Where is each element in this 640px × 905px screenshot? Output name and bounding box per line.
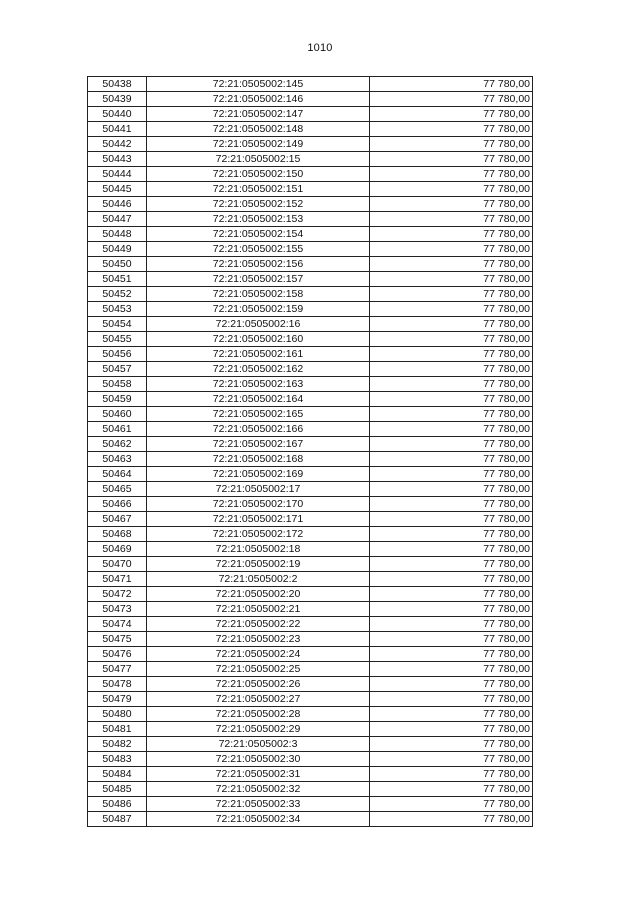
cadastral-number-cell: 72:21:0505002:17	[147, 482, 370, 497]
row-number-cell: 50465	[88, 482, 147, 497]
cadastral-number-cell: 72:21:0505002:151	[147, 182, 370, 197]
cadastral-value-cell: 77 780,00	[370, 287, 533, 302]
table-row	[88, 362, 533, 377]
table-row	[88, 257, 533, 272]
cadastral-number-cell: 72:21:0505002:165	[147, 407, 370, 422]
cadastral-value-cell: 77 780,00	[370, 272, 533, 287]
cadastral-number-cell: 72:21:0505002:171	[147, 512, 370, 527]
cadastral-number-cell: 72:21:0505002:16	[147, 317, 370, 332]
cadastral-number-cell: 72:21:0505002:32	[147, 782, 370, 797]
cadastral-value-cell: 77 780,00	[370, 512, 533, 527]
cadastral-value-cell: 77 780,00	[370, 542, 533, 557]
cadastral-number-cell: 72:21:0505002:156	[147, 257, 370, 272]
cadastral-value-cell: 77 780,00	[370, 332, 533, 347]
cadastral-number-cell: 72:21:0505002:25	[147, 662, 370, 677]
cadastral-value-cell: 77 780,00	[370, 107, 533, 122]
row-number-cell: 50474	[88, 617, 147, 632]
row-number-cell: 50441	[88, 122, 147, 137]
table-row	[88, 227, 533, 242]
cadastral-value-cell: 77 780,00	[370, 467, 533, 482]
row-number-cell: 50479	[88, 692, 147, 707]
table-row	[88, 707, 533, 722]
cadastral-number-cell: 72:21:0505002:24	[147, 647, 370, 662]
cadastral-number-cell: 72:21:0505002:2	[147, 572, 370, 587]
cadastral-value-cell: 77 780,00	[370, 452, 533, 467]
table-body	[88, 77, 533, 827]
row-number-cell: 50455	[88, 332, 147, 347]
row-number-cell: 50445	[88, 182, 147, 197]
cadastral-value-cell: 77 780,00	[370, 152, 533, 167]
cadastral-number-cell: 72:21:0505002:30	[147, 752, 370, 767]
table-row	[88, 242, 533, 257]
row-number-cell: 50483	[88, 752, 147, 767]
table-row	[88, 632, 533, 647]
cadastral-number-cell: 72:21:0505002:157	[147, 272, 370, 287]
table-row	[88, 107, 533, 122]
row-number-cell: 50471	[88, 572, 147, 587]
row-number-cell: 50475	[88, 632, 147, 647]
table-row	[88, 647, 533, 662]
table-row	[88, 437, 533, 452]
table-row	[88, 152, 533, 167]
cadastral-number-cell: 72:21:0505002:155	[147, 242, 370, 257]
row-number-cell: 50469	[88, 542, 147, 557]
table-row	[88, 302, 533, 317]
cadastral-value-cell: 77 780,00	[370, 572, 533, 587]
row-number-cell: 50470	[88, 557, 147, 572]
cadastral-value-cell: 77 780,00	[370, 212, 533, 227]
cadastral-number-cell: 72:21:0505002:146	[147, 92, 370, 107]
cadastral-number-cell: 72:21:0505002:169	[147, 467, 370, 482]
cadastral-number-cell: 72:21:0505002:170	[147, 497, 370, 512]
row-number-cell: 50480	[88, 707, 147, 722]
table-row	[88, 512, 533, 527]
cadastral-value-cell: 77 780,00	[370, 677, 533, 692]
cadastral-number-cell: 72:21:0505002:167	[147, 437, 370, 452]
table-row	[88, 122, 533, 137]
table-row	[88, 602, 533, 617]
cadastral-value-cell: 77 780,00	[370, 92, 533, 107]
table-row	[88, 272, 533, 287]
row-number-cell: 50461	[88, 422, 147, 437]
row-number-cell: 50447	[88, 212, 147, 227]
table-row	[88, 332, 533, 347]
cadastral-value-cell: 77 780,00	[370, 647, 533, 662]
row-number-cell: 50446	[88, 197, 147, 212]
table-row	[88, 77, 533, 92]
table-row	[88, 482, 533, 497]
table-row	[88, 407, 533, 422]
row-number-cell: 50462	[88, 437, 147, 452]
table-row	[88, 452, 533, 467]
cadastral-value-cell: 77 780,00	[370, 437, 533, 452]
cadastral-number-cell: 72:21:0505002:148	[147, 122, 370, 137]
cadastral-number-cell: 72:21:0505002:27	[147, 692, 370, 707]
cadastral-value-cell: 77 780,00	[370, 377, 533, 392]
cadastral-number-cell: 72:21:0505002:152	[147, 197, 370, 212]
row-number-cell: 50448	[88, 227, 147, 242]
cadastral-value-cell: 77 780,00	[370, 242, 533, 257]
table-row	[88, 422, 533, 437]
cadastral-number-cell: 72:21:0505002:3	[147, 737, 370, 752]
table-row	[88, 572, 533, 587]
table-row	[88, 587, 533, 602]
table-row	[88, 797, 533, 812]
cadastral-number-cell: 72:21:0505002:26	[147, 677, 370, 692]
cadastral-number-cell: 72:21:0505002:153	[147, 212, 370, 227]
cadastral-number-cell: 72:21:0505002:21	[147, 602, 370, 617]
table-row	[88, 497, 533, 512]
cadastral-number-cell: 72:21:0505002:15	[147, 152, 370, 167]
row-number-cell: 50451	[88, 272, 147, 287]
row-number-cell: 50444	[88, 167, 147, 182]
row-number-cell: 50452	[88, 287, 147, 302]
table-row	[88, 137, 533, 152]
cadastral-number-cell: 72:21:0505002:154	[147, 227, 370, 242]
table-row	[88, 527, 533, 542]
row-number-cell: 50463	[88, 452, 147, 467]
cadastral-value-cell: 77 780,00	[370, 557, 533, 572]
cadastral-value-cell: 77 780,00	[370, 527, 533, 542]
cadastral-number-cell: 72:21:0505002:145	[147, 77, 370, 92]
cadastral-number-cell: 72:21:0505002:164	[147, 392, 370, 407]
cadastral-number-cell: 72:21:0505002:161	[147, 347, 370, 362]
row-number-cell: 50468	[88, 527, 147, 542]
row-number-cell: 50458	[88, 377, 147, 392]
cadastral-value-cell: 77 780,00	[370, 407, 533, 422]
cadastral-value-cell: 77 780,00	[370, 392, 533, 407]
cadastral-value-cell: 77 780,00	[370, 167, 533, 182]
table-row	[88, 347, 533, 362]
row-number-cell: 50459	[88, 392, 147, 407]
row-number-cell: 50442	[88, 137, 147, 152]
cadastral-number-cell: 72:21:0505002:28	[147, 707, 370, 722]
table-row	[88, 722, 533, 737]
cadastral-value-cell: 77 780,00	[370, 122, 533, 137]
cadastral-number-cell: 72:21:0505002:20	[147, 587, 370, 602]
cadastral-number-cell: 72:21:0505002:163	[147, 377, 370, 392]
cadastral-value-cell: 77 780,00	[370, 317, 533, 332]
cadastral-value-table	[87, 76, 533, 827]
row-number-cell: 50457	[88, 362, 147, 377]
row-number-cell: 50453	[88, 302, 147, 317]
cadastral-value-cell: 77 780,00	[370, 602, 533, 617]
cadastral-value-cell: 77 780,00	[370, 422, 533, 437]
cadastral-number-cell: 72:21:0505002:31	[147, 767, 370, 782]
row-number-cell: 50482	[88, 737, 147, 752]
cadastral-number-cell: 72:21:0505002:159	[147, 302, 370, 317]
cadastral-value-cell: 77 780,00	[370, 767, 533, 782]
cadastral-number-cell: 72:21:0505002:33	[147, 797, 370, 812]
table-row	[88, 167, 533, 182]
cadastral-value-cell: 77 780,00	[370, 812, 533, 827]
row-number-cell: 50440	[88, 107, 147, 122]
row-number-cell: 50460	[88, 407, 147, 422]
cadastral-value-cell: 77 780,00	[370, 707, 533, 722]
cadastral-number-cell: 72:21:0505002:18	[147, 542, 370, 557]
cadastral-number-cell: 72:21:0505002:147	[147, 107, 370, 122]
cadastral-number-cell: 72:21:0505002:149	[147, 137, 370, 152]
row-number-cell: 50449	[88, 242, 147, 257]
table-row	[88, 737, 533, 752]
table-row	[88, 782, 533, 797]
row-number-cell: 50439	[88, 92, 147, 107]
cadastral-value-cell: 77 780,00	[370, 722, 533, 737]
cadastral-value-cell: 77 780,00	[370, 257, 533, 272]
cadastral-value-cell: 77 780,00	[370, 182, 533, 197]
cadastral-value-cell: 77 780,00	[370, 137, 533, 152]
table-row	[88, 692, 533, 707]
cadastral-number-cell: 72:21:0505002:29	[147, 722, 370, 737]
row-number-cell: 50473	[88, 602, 147, 617]
table-row	[88, 287, 533, 302]
cadastral-value-cell: 77 780,00	[370, 692, 533, 707]
cadastral-value-cell: 77 780,00	[370, 227, 533, 242]
cadastral-value-cell: 77 780,00	[370, 587, 533, 602]
table-row	[88, 542, 533, 557]
row-number-cell: 50478	[88, 677, 147, 692]
cadastral-number-cell: 72:21:0505002:158	[147, 287, 370, 302]
row-number-cell: 50486	[88, 797, 147, 812]
table-row	[88, 212, 533, 227]
row-number-cell: 50487	[88, 812, 147, 827]
table-row	[88, 182, 533, 197]
row-number-cell: 50467	[88, 512, 147, 527]
cadastral-number-cell: 72:21:0505002:23	[147, 632, 370, 647]
table-row	[88, 467, 533, 482]
row-number-cell: 50456	[88, 347, 147, 362]
page-number: 1010	[307, 42, 333, 54]
cadastral-number-cell: 72:21:0505002:150	[147, 167, 370, 182]
cadastral-value-cell: 77 780,00	[370, 752, 533, 767]
cadastral-value-cell: 77 780,00	[370, 497, 533, 512]
cadastral-value-cell: 77 780,00	[370, 77, 533, 92]
row-number-cell: 50481	[88, 722, 147, 737]
row-number-cell: 50484	[88, 767, 147, 782]
cadastral-value-cell: 77 780,00	[370, 617, 533, 632]
table-row	[88, 677, 533, 692]
table-row	[88, 752, 533, 767]
table-row	[88, 197, 533, 212]
cadastral-number-cell: 72:21:0505002:160	[147, 332, 370, 347]
row-number-cell: 50454	[88, 317, 147, 332]
cadastral-value-cell: 77 780,00	[370, 632, 533, 647]
cadastral-value-cell: 77 780,00	[370, 482, 533, 497]
cadastral-value-cell: 77 780,00	[370, 197, 533, 212]
cadastral-value-cell: 77 780,00	[370, 347, 533, 362]
cadastral-value-cell: 77 780,00	[370, 662, 533, 677]
row-number-cell: 50464	[88, 467, 147, 482]
row-number-cell: 50443	[88, 152, 147, 167]
table-row	[88, 92, 533, 107]
cadastral-value-cell: 77 780,00	[370, 782, 533, 797]
cadastral-number-cell: 72:21:0505002:172	[147, 527, 370, 542]
cadastral-value-cell: 77 780,00	[370, 797, 533, 812]
row-number-cell: 50472	[88, 587, 147, 602]
table-row	[88, 392, 533, 407]
row-number-cell: 50485	[88, 782, 147, 797]
cadastral-number-cell: 72:21:0505002:34	[147, 812, 370, 827]
row-number-cell: 50476	[88, 647, 147, 662]
cadastral-number-cell: 72:21:0505002:166	[147, 422, 370, 437]
table-row	[88, 317, 533, 332]
row-number-cell: 50477	[88, 662, 147, 677]
cadastral-number-cell: 72:21:0505002:19	[147, 557, 370, 572]
table-row	[88, 767, 533, 782]
cadastral-value-cell: 77 780,00	[370, 362, 533, 377]
cadastral-value-cell: 77 780,00	[370, 737, 533, 752]
table-row	[88, 557, 533, 572]
cadastral-value-cell: 77 780,00	[370, 302, 533, 317]
row-number-cell: 50466	[88, 497, 147, 512]
cadastral-number-cell: 72:21:0505002:22	[147, 617, 370, 632]
cadastral-number-cell: 72:21:0505002:168	[147, 452, 370, 467]
row-number-cell: 50450	[88, 257, 147, 272]
table-row	[88, 812, 533, 827]
row-number-cell: 50438	[88, 77, 147, 92]
table-row	[88, 377, 533, 392]
table-row	[88, 662, 533, 677]
table-row	[88, 617, 533, 632]
cadastral-number-cell: 72:21:0505002:162	[147, 362, 370, 377]
